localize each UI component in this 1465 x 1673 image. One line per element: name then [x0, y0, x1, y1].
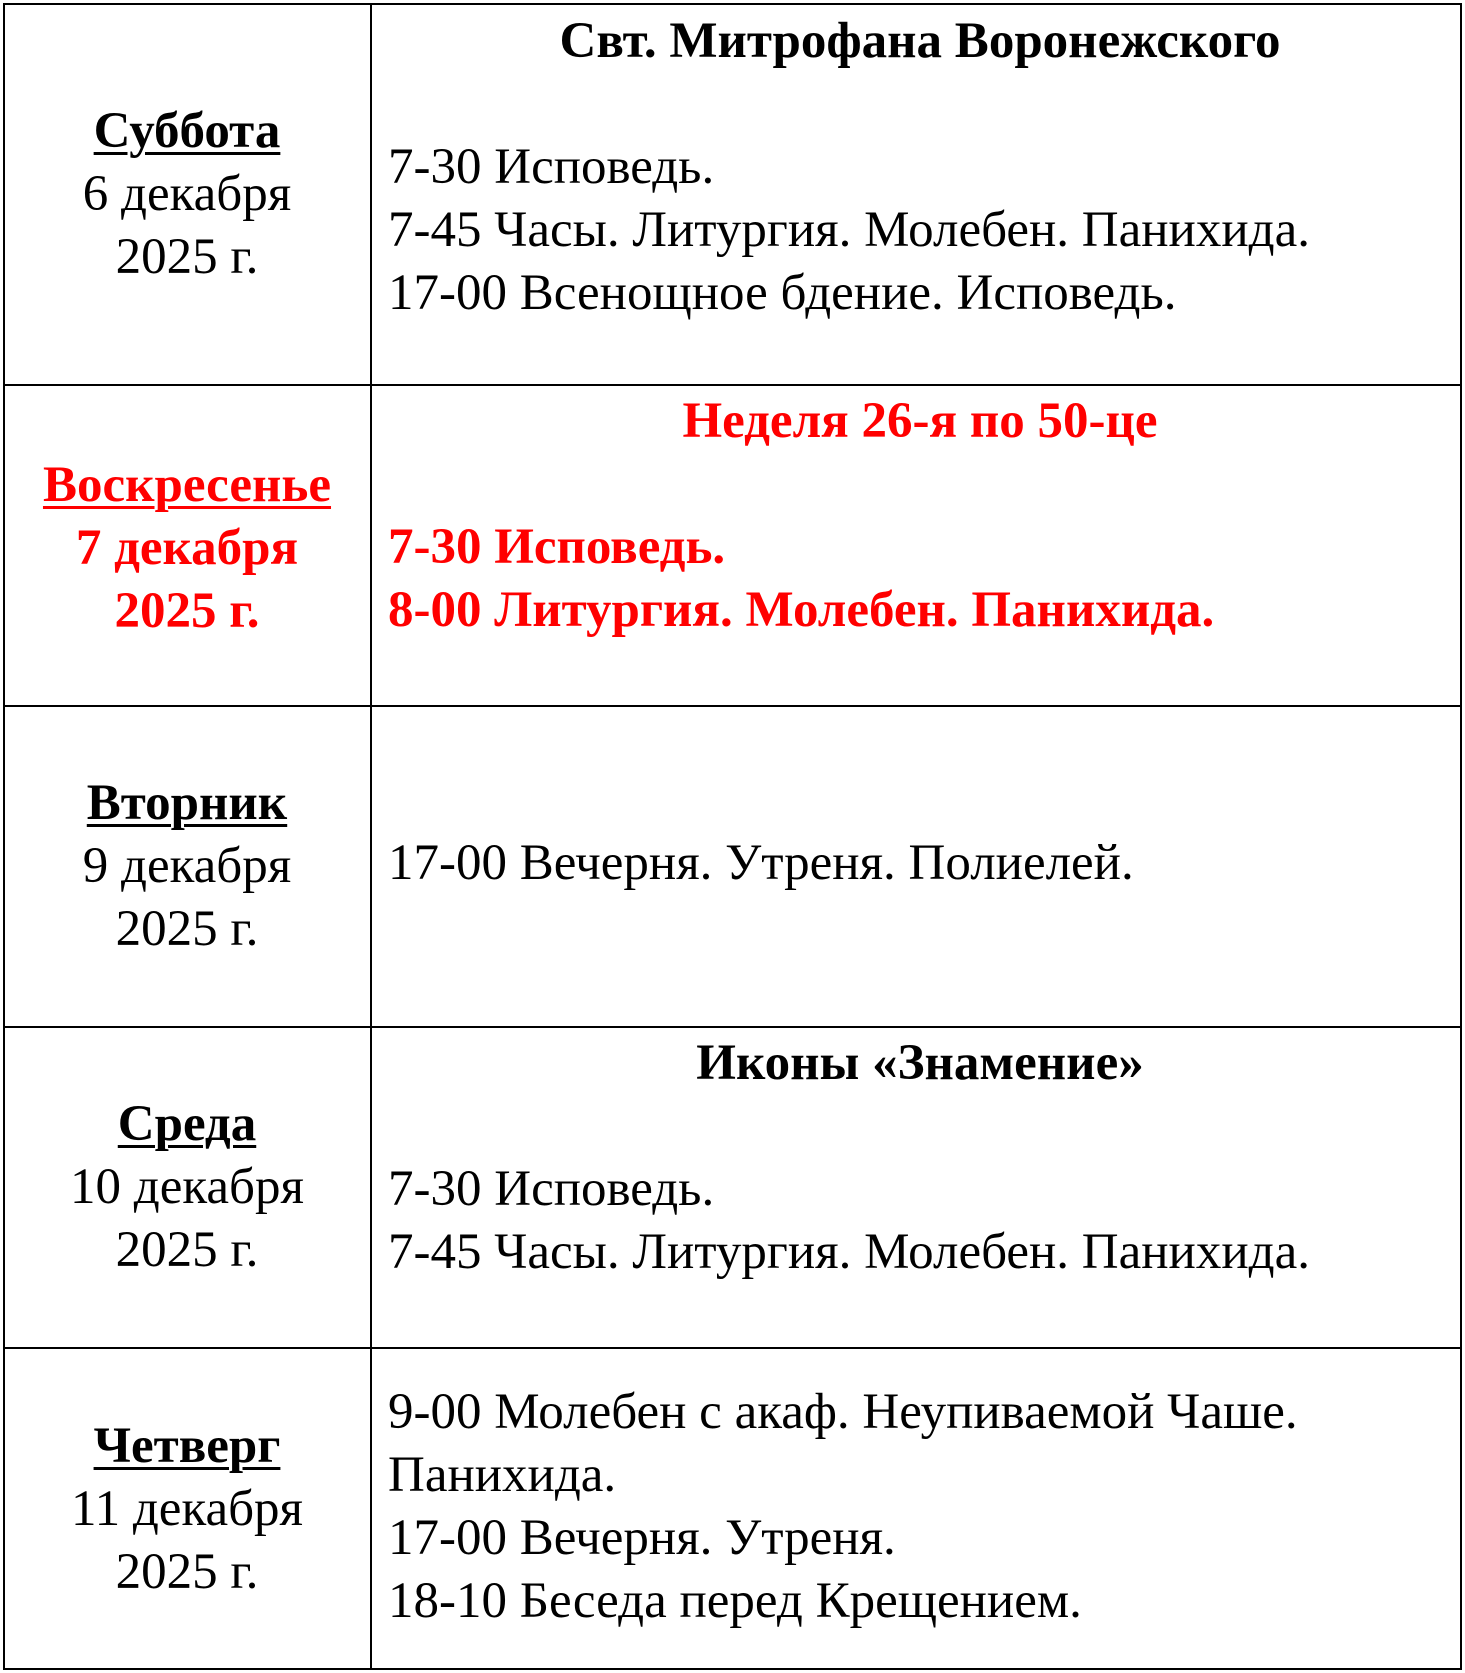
table-row	[3, 1348, 1462, 1670]
service-line: 7-30 Исповедь.	[388, 139, 715, 195]
day-name: Суббота	[93, 102, 281, 159]
day-cell	[3, 706, 371, 1027]
service-line: 7-45 Часы. Литургия. Молебен. Панихида.	[388, 1224, 1310, 1280]
day-name: Воскресенье	[42, 457, 332, 513]
day-year: 2025 г.	[114, 583, 260, 639]
services-cell	[388, 1027, 1452, 1348]
feast-title: Иконы «Знамение»	[696, 1035, 1144, 1091]
service-line: 17-00 Всенощное бдение. Исповедь.	[388, 265, 1177, 321]
table-border-left	[3, 3, 5, 1670]
day-name: Четверг	[93, 1417, 281, 1474]
service-line: 17-00 Вечерня. Утреня. Полиелей.	[388, 835, 1134, 891]
row-divider	[3, 1026, 1462, 1028]
table-row	[3, 3, 1462, 385]
day-cell	[3, 385, 371, 706]
day-cell	[3, 3, 371, 385]
schedule-table	[3, 3, 1462, 1670]
services-cell	[388, 706, 1452, 1027]
services-cell	[388, 3, 1452, 385]
day-year: 2025 г.	[115, 1222, 259, 1278]
table-border-bottom	[3, 1668, 1462, 1670]
day-date: 9 декабря	[82, 838, 292, 894]
service-line: 7-30 Исповедь.	[388, 519, 726, 575]
day-date: 10 декабря	[70, 1159, 304, 1215]
day-year: 2025 г.	[115, 228, 259, 285]
day-name: Вторник	[86, 775, 288, 831]
table-row	[3, 385, 1462, 706]
row-divider	[3, 705, 1462, 707]
feast-title: Свт. Митрофана Воронежского	[559, 13, 1281, 69]
day-date: 6 декабря	[82, 165, 292, 222]
service-line: 8-00 Литургия. Молебен. Панихида.	[388, 582, 1215, 638]
day-date: 7 декабря	[75, 520, 299, 576]
row-divider	[3, 1347, 1462, 1349]
column-divider	[370, 3, 372, 1670]
table-row	[3, 1027, 1462, 1348]
table-row	[3, 706, 1462, 1027]
day-cell	[3, 1348, 371, 1670]
services-cell	[388, 385, 1452, 706]
service-line: 9-00 Молебен с акаф. Неупиваемой Чаше.	[388, 1384, 1298, 1440]
day-name: Среда	[117, 1096, 257, 1152]
day-cell	[3, 1027, 371, 1348]
day-date: 11 декабря	[71, 1480, 303, 1537]
service-line: Панихида.	[388, 1447, 617, 1503]
services-cell	[388, 1348, 1452, 1670]
feast-title: Неделя 26-я по 50-це	[682, 393, 1158, 449]
table-border-right	[1460, 3, 1462, 1670]
service-line: 18-10 Беседа перед Крещением.	[388, 1573, 1082, 1629]
day-year: 2025 г.	[115, 1543, 259, 1600]
table-border-top	[3, 3, 1462, 5]
row-divider	[3, 384, 1462, 386]
service-line: 17-00 Вечерня. Утреня.	[388, 1510, 896, 1566]
day-year: 2025 г.	[115, 901, 259, 957]
service-line: 7-30 Исповедь.	[388, 1161, 715, 1217]
service-line: 7-45 Часы. Литургия. Молебен. Панихида.	[388, 202, 1310, 258]
